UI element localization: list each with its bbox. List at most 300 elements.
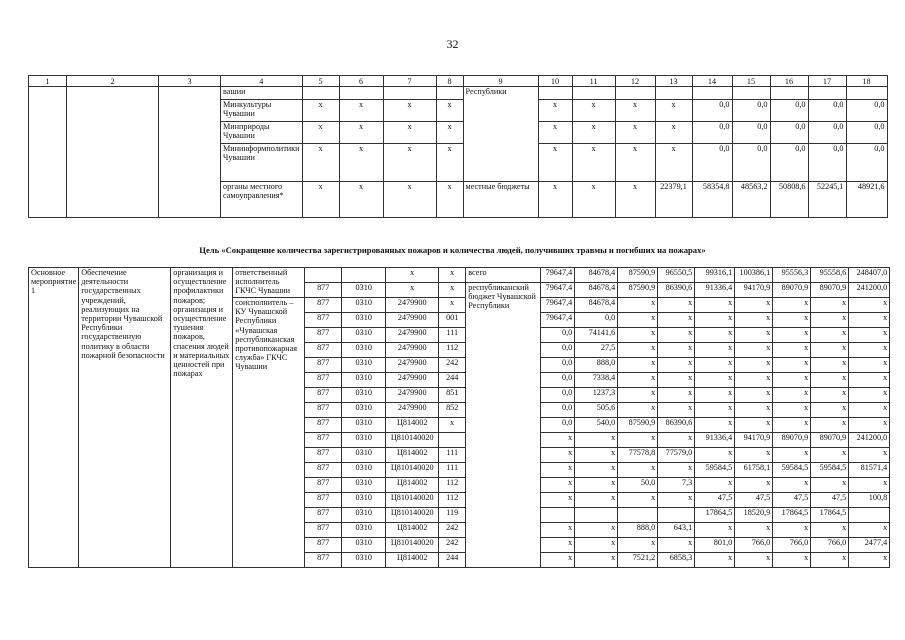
table-cell: x	[655, 144, 692, 182]
table-cell: 7,3	[658, 478, 695, 493]
table-cell: x	[436, 122, 463, 144]
table-cell	[655, 87, 692, 100]
table-cell: x	[773, 313, 811, 328]
table-cell: 0310	[342, 523, 386, 538]
table-cell: 91336,4	[695, 283, 735, 298]
table-cell: 86390,6	[658, 418, 695, 433]
table-cell: x	[735, 403, 773, 418]
table-cell: 119	[439, 508, 466, 523]
table-cell: 0,0	[692, 100, 732, 122]
table-cell: x	[773, 418, 811, 433]
table-cell: x	[658, 328, 695, 343]
table-cell: 91336,4	[695, 433, 735, 448]
table-cell: x	[695, 553, 735, 568]
table-cell: x	[849, 553, 890, 568]
table-cell: x	[735, 343, 773, 358]
table-cell: 0310	[342, 493, 386, 508]
table-cell: 888,0	[618, 523, 658, 538]
table-cell: x	[849, 403, 890, 418]
table-cell: 89070,9	[811, 283, 849, 298]
header-row	[29, 76, 888, 87]
table-cell: 0,0	[846, 100, 887, 122]
table-cell: x	[615, 182, 655, 218]
table-cell: 877	[305, 328, 342, 343]
table-cell: Ц814002	[386, 478, 439, 493]
table-cell: x	[302, 122, 339, 144]
table-cell: x	[849, 448, 890, 463]
table-cell: x	[538, 100, 572, 122]
table-cell: x	[339, 100, 383, 122]
table-cell: x	[572, 182, 615, 218]
table-cell: x	[811, 328, 849, 343]
table-cell: 112	[439, 478, 466, 493]
table-cell: 0,0	[732, 144, 770, 182]
table-cell: 801,0	[695, 538, 735, 553]
table-cell	[67, 87, 159, 218]
table-cell: 0,0	[541, 343, 575, 358]
table-cell	[575, 508, 618, 523]
table-cell: x	[695, 478, 735, 493]
table-cell: x	[541, 553, 575, 568]
table-cell: x	[773, 388, 811, 403]
table-cell: x	[735, 418, 773, 433]
table-cell: x	[439, 283, 466, 298]
table-cell: x	[658, 463, 695, 478]
table-cell: 0,0	[732, 100, 770, 122]
table-cell: 0310	[342, 418, 386, 433]
table-cell: 1237,3	[575, 388, 618, 403]
table-cell: 0310	[342, 298, 386, 313]
table-cell: 877	[305, 493, 342, 508]
table-cell: x	[735, 313, 773, 328]
table-cell: x	[773, 298, 811, 313]
table-cell: 112	[439, 493, 466, 508]
table-cell: x	[541, 493, 575, 508]
table-cell	[383, 87, 436, 100]
header-cell: 9	[463, 76, 538, 87]
table-cell: 241200,0	[849, 433, 890, 448]
table-cell: 81571,4	[849, 463, 890, 478]
header-cell: 6	[339, 76, 383, 87]
header-cell: 1	[29, 76, 67, 87]
table-cell: 852	[439, 403, 466, 418]
table-cell: 50808,6	[770, 182, 808, 218]
table-cell: x	[618, 388, 658, 403]
header-cell: 5	[302, 76, 339, 87]
table-cell: 0310	[342, 463, 386, 478]
table-cell: x	[541, 523, 575, 538]
table-cell: 48563,2	[732, 182, 770, 218]
table-cell: всего	[466, 268, 541, 283]
header-cell: 14	[692, 76, 732, 87]
header-cell: 11	[572, 76, 615, 87]
table-cell: x	[658, 358, 695, 373]
table-cell: 0310	[342, 328, 386, 343]
table-cell: x	[658, 373, 695, 388]
table-cell: x	[658, 388, 695, 403]
table-cell: 0310	[342, 553, 386, 568]
table-cell: x	[541, 433, 575, 448]
table-cell: 766,0	[811, 538, 849, 553]
table-cell: 877	[305, 343, 342, 358]
table-cell: x	[849, 328, 890, 343]
table-cell: x	[773, 358, 811, 373]
table-cell	[339, 87, 383, 100]
table-cell: 877	[305, 373, 342, 388]
table-cell: 94170,9	[735, 283, 773, 298]
table-cell: 86390,6	[658, 283, 695, 298]
table-cell	[29, 87, 67, 218]
table-cell: x	[811, 343, 849, 358]
table-cell: 0,0	[541, 418, 575, 433]
table-cell	[305, 268, 342, 283]
table-cell: x	[695, 298, 735, 313]
table-cell: 61758,1	[735, 463, 773, 478]
table-cell: x	[811, 478, 849, 493]
table-cell: x	[773, 373, 811, 388]
table-cell: 47,5	[811, 493, 849, 508]
table-cell: x	[811, 313, 849, 328]
table-cell	[541, 508, 575, 523]
table-cell	[159, 87, 221, 218]
table-cell: x	[658, 313, 695, 328]
table-cell	[692, 87, 732, 100]
table-cell: x	[735, 478, 773, 493]
header-cell: 10	[538, 76, 572, 87]
table-row	[29, 87, 888, 100]
table-cell: x	[575, 493, 618, 508]
table-cell: 59584,5	[695, 463, 735, 478]
table-cell: 77579,0	[658, 448, 695, 463]
table-cell: Минприроды Чувашии	[221, 122, 303, 144]
table-cell: x	[849, 358, 890, 373]
table-cell: x	[575, 478, 618, 493]
table-cell: 2479900	[386, 403, 439, 418]
table-cell: x	[658, 538, 695, 553]
table-cell	[439, 433, 466, 448]
table-cell: x	[695, 328, 735, 343]
table-cell: x	[383, 122, 436, 144]
table-cell: 59584,5	[773, 463, 811, 478]
table-cell: x	[575, 448, 618, 463]
table-cell: 22379,1	[655, 182, 692, 218]
table-cell: 89070,9	[773, 283, 811, 298]
table-cell: x	[773, 328, 811, 343]
table-cell: x	[695, 388, 735, 403]
table-cell: 851	[439, 388, 466, 403]
table-cell: x	[618, 373, 658, 388]
table-cell: 18520,9	[735, 508, 773, 523]
table-cell: x	[436, 100, 463, 122]
table-cell: органы местного самоуправления*	[221, 182, 303, 218]
table-cell: 0,0	[808, 122, 846, 144]
table-cell: 540,0	[575, 418, 618, 433]
table-cell: x	[339, 144, 383, 182]
table-cell: x	[618, 493, 658, 508]
table-cell: 643,1	[658, 523, 695, 538]
table-cell: x	[811, 553, 849, 568]
table-cell	[808, 87, 846, 100]
table-cell: 0,0	[770, 122, 808, 144]
table-cell: 87590,9	[618, 418, 658, 433]
table-cell: x	[773, 523, 811, 538]
table-cell: 79647,4	[541, 313, 575, 328]
table-cell: x	[618, 328, 658, 343]
table-cell: 0310	[342, 283, 386, 298]
table-cell: x	[575, 538, 618, 553]
table-cell: 99316,1	[695, 268, 735, 283]
table-cell: Ц810140020	[386, 508, 439, 523]
table-cell: x	[339, 122, 383, 144]
table-cell: 7338,4	[575, 373, 618, 388]
table-cell: 7521,2	[618, 553, 658, 568]
table-cell: x	[618, 403, 658, 418]
table-cell	[658, 508, 695, 523]
table-cell: 84678,4	[575, 268, 618, 283]
table-row	[29, 268, 890, 283]
table-cell: x	[655, 100, 692, 122]
table-cell: 47,5	[695, 493, 735, 508]
header-cell: 18	[846, 76, 887, 87]
table-cell: 0,0	[808, 100, 846, 122]
table-cell: x	[386, 283, 439, 298]
header-cell: 15	[732, 76, 770, 87]
table-cell: 877	[305, 298, 342, 313]
table-cell: x	[695, 373, 735, 388]
table-cell: x	[658, 433, 695, 448]
table-cell: Ц814002	[386, 523, 439, 538]
table-cell: x	[618, 298, 658, 313]
table-cell: x	[811, 448, 849, 463]
table-cell: 89070,9	[811, 433, 849, 448]
table-cell: 2479900	[386, 358, 439, 373]
table-cell: x	[302, 182, 339, 218]
table-cell: местные бюджеты	[463, 182, 538, 218]
table-cell: x	[735, 388, 773, 403]
table-cell: x	[615, 144, 655, 182]
table-cell: 877	[305, 433, 342, 448]
table-cell: x	[658, 493, 695, 508]
table-cell: x	[439, 298, 466, 313]
table-cell: 2479900	[386, 343, 439, 358]
table-cell: 877	[305, 478, 342, 493]
table-cell: Мининформполитики Чувашии	[221, 144, 303, 182]
table-cell: ответственный исполнитель ГКЧС Чувашии	[233, 268, 305, 298]
table-cell: x	[773, 448, 811, 463]
table-cell: x	[695, 523, 735, 538]
table-cell: x	[773, 553, 811, 568]
table-cell	[538, 87, 572, 100]
table-cell: Минкультуры Чувашии	[221, 100, 303, 122]
table-cell: Ц814002	[386, 553, 439, 568]
table-cell: x	[695, 448, 735, 463]
table-cell: x	[538, 182, 572, 218]
table-cell: 0310	[342, 508, 386, 523]
table-cell: x	[811, 418, 849, 433]
table-cell: 0,0	[692, 144, 732, 182]
table-cell: 87590,9	[618, 283, 658, 298]
table-cell	[615, 87, 655, 100]
header-cell: 2	[67, 76, 159, 87]
table-cell: 100386,1	[735, 268, 773, 283]
header-cell: 8	[436, 76, 463, 87]
table-cell: 87590,9	[618, 268, 658, 283]
table-cell	[849, 508, 890, 523]
table-cell: 17864,5	[811, 508, 849, 523]
table-cell: 0,0	[770, 144, 808, 182]
table-cell	[572, 87, 615, 100]
budget-table-top	[28, 75, 888, 218]
table-cell: 0310	[342, 313, 386, 328]
table-cell	[618, 508, 658, 523]
table-cell: x	[655, 122, 692, 144]
table-cell: x	[538, 122, 572, 144]
table-cell: x	[849, 313, 890, 328]
table-cell: 84678,4	[575, 298, 618, 313]
table-cell: x	[618, 463, 658, 478]
table-cell: 0,0	[575, 313, 618, 328]
table-cell: x	[618, 433, 658, 448]
table-cell: 877	[305, 523, 342, 538]
table-cell: Обеспечение деятельности государственных учреждений, реализующих на территории Чувашской Республики государственную политику в области пожарной безопасности	[79, 268, 171, 568]
table-cell: 79647,4	[541, 283, 575, 298]
table-cell: вашии	[221, 87, 303, 100]
table-cell: x	[575, 463, 618, 478]
table-cell: 877	[305, 418, 342, 433]
table-cell: x	[849, 298, 890, 313]
table-cell: 58354,8	[692, 182, 732, 218]
table-cell: 95558,6	[811, 268, 849, 283]
table-cell: x	[339, 182, 383, 218]
table-cell: Ц810140020	[386, 493, 439, 508]
table-cell: 111	[439, 448, 466, 463]
table-cell: 27,5	[575, 343, 618, 358]
table-cell: 47,5	[773, 493, 811, 508]
table-cell: x	[849, 343, 890, 358]
table-cell: x	[811, 358, 849, 373]
table-cell: 242	[439, 523, 466, 538]
table-cell: x	[695, 358, 735, 373]
table-cell: x	[575, 433, 618, 448]
table-cell: 877	[305, 448, 342, 463]
table-cell: 0,0	[541, 373, 575, 388]
table-cell: x	[541, 538, 575, 553]
table-cell: x	[735, 553, 773, 568]
table-cell: 877	[305, 508, 342, 523]
table-cell: Ц810140020	[386, 433, 439, 448]
table-cell	[302, 87, 339, 100]
header-cell: 4	[221, 76, 303, 87]
table-cell: 100,8	[849, 493, 890, 508]
table-cell: 0310	[342, 448, 386, 463]
table-cell: 0,0	[541, 403, 575, 418]
table-cell: 248407,0	[849, 268, 890, 283]
table-cell: 89070,9	[773, 433, 811, 448]
table-cell: организация и осуществление профилактики пожаров; организация и осуществление тушения пожаров, спасения людей и материальных ценностей при пожарах	[171, 268, 233, 568]
table-cell: 2479900	[386, 373, 439, 388]
table-cell: 74141,6	[575, 328, 618, 343]
table-cell: 2479900	[386, 298, 439, 313]
table-cell: x	[735, 358, 773, 373]
table-cell: Ц814002	[386, 418, 439, 433]
header-cell: 13	[655, 76, 692, 87]
table-cell: 766,0	[735, 538, 773, 553]
table-cell: 001	[439, 313, 466, 328]
table-cell: x	[811, 298, 849, 313]
table-cell: 17864,5	[695, 508, 735, 523]
table-cell: 242	[439, 358, 466, 373]
table-cell: 84678,4	[575, 283, 618, 298]
table-cell: x	[541, 448, 575, 463]
table-cell: 888,0	[575, 358, 618, 373]
table-cell: x	[695, 343, 735, 358]
table-cell: x	[811, 523, 849, 538]
table-cell: 0,0	[770, 100, 808, 122]
table-cell: республиканский бюджет Чувашской Республики	[466, 283, 541, 568]
table-cell: 112	[439, 343, 466, 358]
table-cell: 0310	[342, 373, 386, 388]
table-cell: 0,0	[732, 122, 770, 144]
table-cell: Ц814002	[386, 448, 439, 463]
table-cell: x	[849, 418, 890, 433]
table-cell: Ц810140020	[386, 463, 439, 478]
table-cell: x	[615, 100, 655, 122]
table-cell: 0,0	[846, 122, 887, 144]
table-cell: x	[439, 268, 466, 283]
table-cell: 94170,9	[735, 433, 773, 448]
table-cell: 505,6	[575, 403, 618, 418]
table-cell: 244	[439, 373, 466, 388]
table-cell: x	[541, 463, 575, 478]
table-cell: 0,0	[541, 358, 575, 373]
table-cell: x	[383, 182, 436, 218]
table-cell: 241200,0	[849, 283, 890, 298]
table-cell: 111	[439, 463, 466, 478]
table-cell: 2479900	[386, 388, 439, 403]
table-cell: 0310	[342, 433, 386, 448]
table-cell: x	[849, 388, 890, 403]
page-number: 32	[446, 37, 459, 51]
table-cell: 2479900	[386, 313, 439, 328]
table-cell: 6858,3	[658, 553, 695, 568]
table-cell: x	[386, 268, 439, 283]
table-cell: 877	[305, 388, 342, 403]
table-cell: x	[735, 373, 773, 388]
table-cell: 877	[305, 358, 342, 373]
table-cell: x	[572, 122, 615, 144]
table-cell: 0310	[342, 388, 386, 403]
table-cell: 877	[305, 403, 342, 418]
table-cell: 47,5	[735, 493, 773, 508]
budget-table-goal	[28, 267, 890, 568]
table-cell: 96550,5	[658, 268, 695, 283]
table-cell: 79647,4	[541, 298, 575, 313]
table-cell: x	[538, 144, 572, 182]
table-cell: x	[735, 448, 773, 463]
table-cell: 95556,3	[773, 268, 811, 283]
table-cell: x	[383, 144, 436, 182]
table-cell: x	[811, 403, 849, 418]
table-cell: x	[575, 523, 618, 538]
table-cell: x	[618, 538, 658, 553]
table-cell: x	[811, 388, 849, 403]
table-cell: 79647,4	[541, 268, 575, 283]
table-cell: x	[695, 403, 735, 418]
table-cell: 242	[439, 538, 466, 553]
table-cell: 2479900	[386, 328, 439, 343]
table-cell: x	[572, 144, 615, 182]
table-cell: 877	[305, 538, 342, 553]
